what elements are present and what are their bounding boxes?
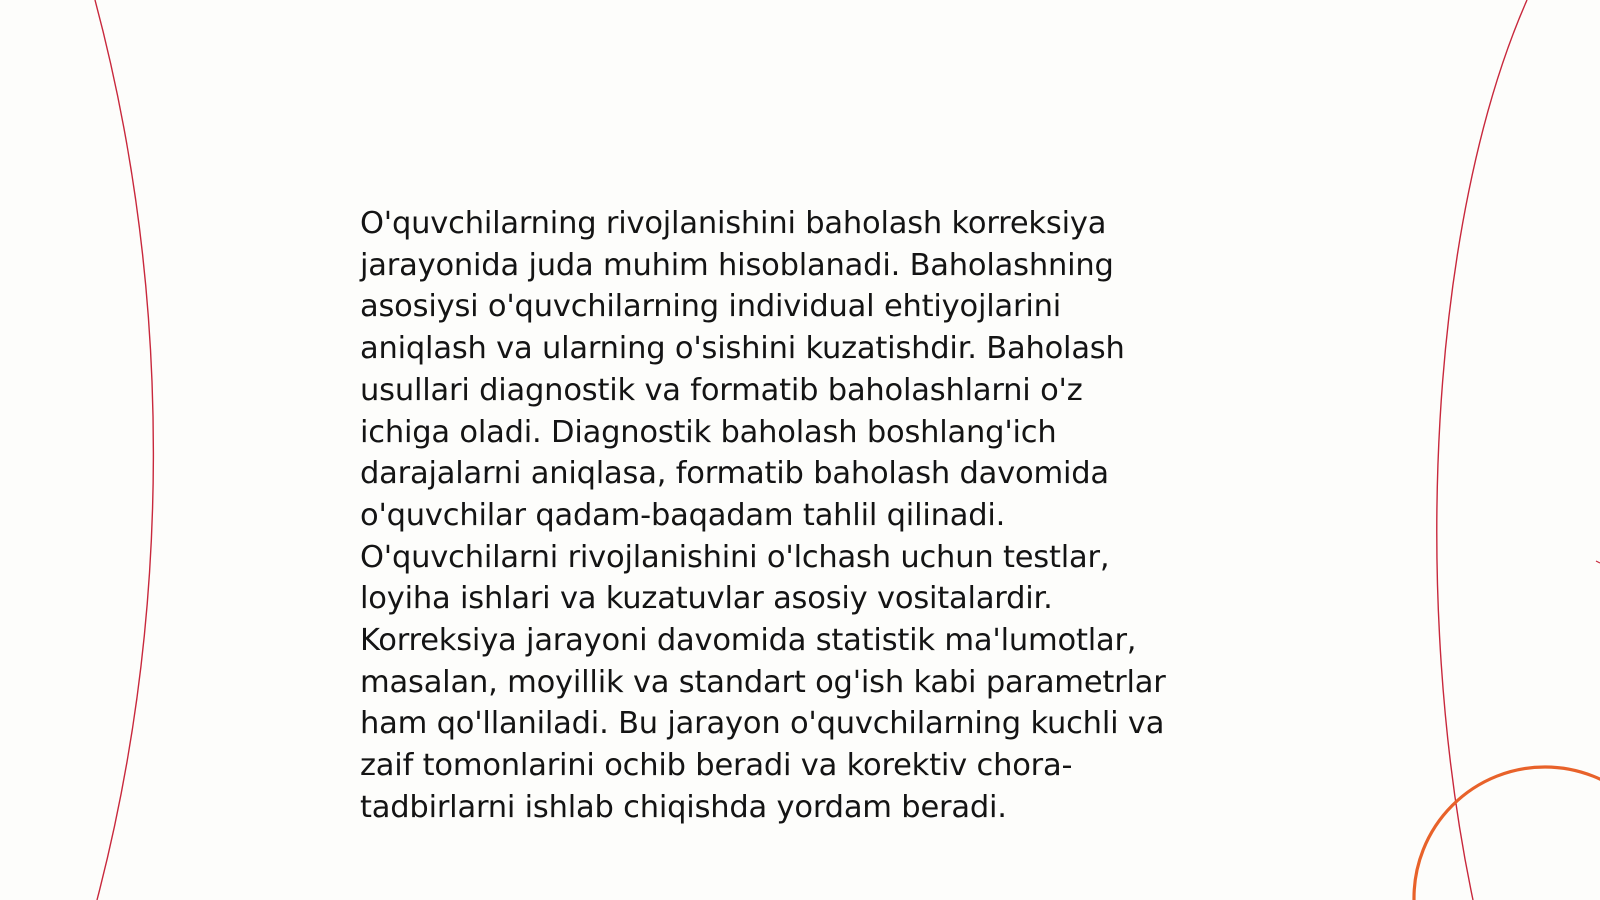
paragraph-line: tadbirlarni ishlab chiqishda yordam beradi. [360, 789, 1007, 825]
paragraph-line: asosiysi o'quvchilarning individual ehtiyojlarini [360, 289, 1062, 325]
orange-circle-outline [1414, 767, 1600, 900]
paragraph-line: jarayonida juda muhim hisoblanadi. Baholashning [360, 247, 1114, 283]
paragraph-line: o'quvchilar qadam-baqadam tahlil qilinadi. [360, 497, 1006, 533]
paragraph-line: O'quvchilarni rivojlanishini o'lchash uchun testlar, [360, 539, 1110, 575]
right-edge-tick [1596, 561, 1600, 563]
paragraph-line: masalan, moyillik va standart og'ish kabi parametrlar [360, 664, 1166, 700]
paragraph-line: ichiga oladi. Diagnostik baholash boshlang'ich [360, 414, 1057, 450]
body-paragraph [360, 203, 1240, 829]
paragraph-line: aniqlash va ularning o'sishini kuzatishdir. Baholash [360, 331, 1125, 367]
paragraph-line: zaif tomonlarini ochib beradi va korektiv chora- [360, 748, 1073, 784]
paragraph-line: ham qo'llaniladi. Bu jarayon o'quvchilarning kuchli va [360, 706, 1165, 742]
right-curve-line [1437, 0, 1527, 900]
paragraph-line: Korreksiya jarayoni davomida statistik ma'lumotlar, [360, 623, 1137, 659]
left-curve-line [95, 0, 153, 900]
paragraph-line: usullari diagnostik va formatib baholashlarni o'z [360, 372, 1083, 408]
paragraph-line: loyiha ishlari va kuzatuvlar asosiy vositalardir. [360, 581, 1053, 617]
paragraph-line: O'quvchilarning rivojlanishini baholash korreksiya [360, 206, 1107, 241]
paragraph-line: darajalarni aniqlasa, formatib baholash davomida [360, 456, 1109, 492]
